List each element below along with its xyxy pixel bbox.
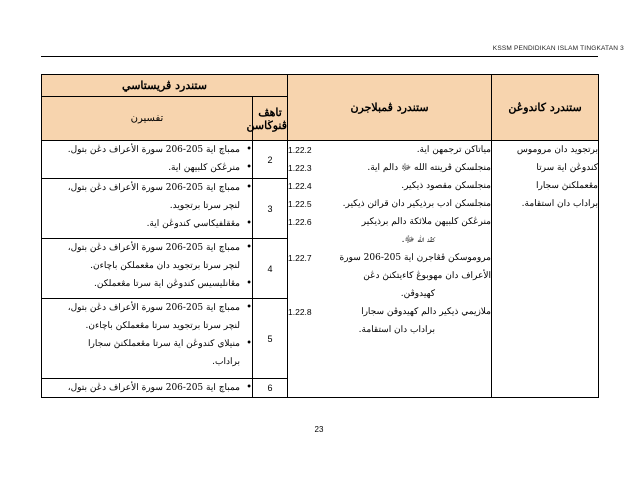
pembelajaran-code: 1.22.7 [288, 253, 312, 263]
pembelajaran-item [288, 213, 491, 231]
standards-table [41, 74, 599, 398]
tahap-2: 2 [253, 141, 288, 179]
pembelajaran-code: 1.22.2 [288, 145, 312, 155]
tahap-4: 4 [253, 239, 288, 299]
header-kandungan: ستندرد كاندوڠن [492, 75, 599, 141]
pembelajaran-item [288, 159, 491, 177]
tahap-6: 6 [253, 379, 288, 398]
tafsiran-2 [42, 141, 253, 179]
pembelajaran-item [288, 195, 491, 213]
tafsiran-item: • مڠقلفيكاسي كندوڠن اية. [42, 215, 252, 233]
tafsiran-item-cont: لنچر سرتا برتجويد. [169, 201, 240, 211]
tafsiran-3 [42, 179, 253, 239]
tafsiran-item: • منرڠكن كلبيهن اية. [42, 159, 252, 177]
kandungan-line: برتجويد دان مروموس [516, 145, 598, 155]
tahap-5: 5 [253, 299, 288, 379]
pembelajaran-code: 1.22.4 [288, 181, 312, 191]
tafsiran-item-cont: لنچر سرتا برتجويد سرتا مڠعملكن باچاءن. [85, 321, 240, 331]
tafsiran-item-cont: لنچر سرتا برتجويد دان مڠعملكن باچاءن. [90, 261, 240, 271]
header-tafsiran: تفسيرن [42, 97, 253, 141]
pembelajaran-text-cont: الأعراف دان مهوبوڠ كاءيتكنڽ دڠن [363, 271, 491, 281]
pembelajaran-text-cont: كڤد الله ﷻ. [401, 235, 435, 245]
pembelajaran-code: 1.22.6 [288, 217, 312, 227]
pembelajaran-text: مياتاكن ترجمهن اية. [416, 145, 491, 155]
pembelajaran-text: منجلسكن ڤرينته الله ﷻ دالم اية. [367, 163, 491, 173]
tafsiran-4 [42, 239, 253, 299]
tafsiran-item: • ممباچ اية 205-206 سورة الأعراف دڠن بتول، [42, 299, 252, 317]
kandungan-line: براداب دان استقامة. [521, 199, 598, 209]
tahap-3: 3 [253, 179, 288, 239]
document-header: KSSM PENDIDIKAN ISLAM TINGKATAN 3 [492, 45, 624, 52]
header-prestasi: ستندرد ڤريستاسي [42, 75, 288, 97]
pembelajaran-text: منجلسكن مقصود ذيكير. [401, 181, 491, 191]
pembelajaran-text: مروموسكن ڤڠاجرن اية 205-206 سورة [339, 253, 491, 263]
kandungan-line: كندوڠن اية سرتا [536, 163, 598, 173]
tafsiran-item: • ممباچ اية 205-206 سورة الأعراف دڠن بتول، [42, 379, 252, 397]
pembelajaran-code: 1.22.5 [288, 199, 312, 209]
header-tahap-line1: تاهڤ [258, 105, 282, 119]
tafsiran-item: • منيلاي كندوڠن اية سرتا مڠعملكنڽ سجارا [42, 335, 252, 353]
pembelajaran-text: ملازيمي ذيكير دالم كهيدوڤن سجارا [361, 307, 491, 317]
pembelajaran-item [288, 249, 491, 267]
tafsiran-item: • ممباچ اية 205-206 سورة الأعراف دڠن بتول، [42, 239, 252, 257]
page-number: 23 [314, 425, 324, 434]
pembelajaran-text-cont: براداب دان استقامة. [358, 325, 435, 335]
pembelajaran-code: 1.22.8 [288, 307, 312, 317]
pembelajaran-text-cont: كهيدوڤن. [400, 289, 435, 299]
tafsiran-5 [42, 299, 253, 379]
header-tahap-line2: ڤنوڬاسن [246, 118, 287, 132]
pembelajaran-text: منرڠكن كلبيهن ملائكة دالم برذيكير [361, 217, 491, 227]
pembelajaran-text: منجلسكن ادب برذيكير دان قرائن ذيكير. [342, 199, 491, 209]
pembelajaran-item [288, 141, 491, 159]
tafsiran-6 [42, 379, 253, 398]
tafsiran-item: • ممباچ اية 205-206 سورة الأعراف دڠن بتول، [42, 179, 252, 197]
tafsiran-item: • ممباچ اية 205-206 سورة الأعراف دڠن بتول. [42, 141, 252, 159]
kandungan-line: مڠعملكنڽ سجارا [535, 181, 598, 191]
pembelajaran-code: 1.22.3 [288, 163, 312, 173]
kandungan-cell [492, 141, 599, 398]
pembelajaran-item [288, 177, 491, 195]
pembelajaran-item [288, 303, 491, 321]
pembelajaran-cell [288, 141, 492, 398]
header-pembelajaran: ستندرد ڤمبلاجرن [288, 75, 492, 141]
header-rule [41, 56, 598, 57]
tafsiran-item: • مڠانليسيس كندوڠن اية سرتا مڠعملكن. [42, 275, 252, 293]
tafsiran-item-cont: براداب. [212, 357, 240, 367]
header-tahap [246, 97, 288, 141]
